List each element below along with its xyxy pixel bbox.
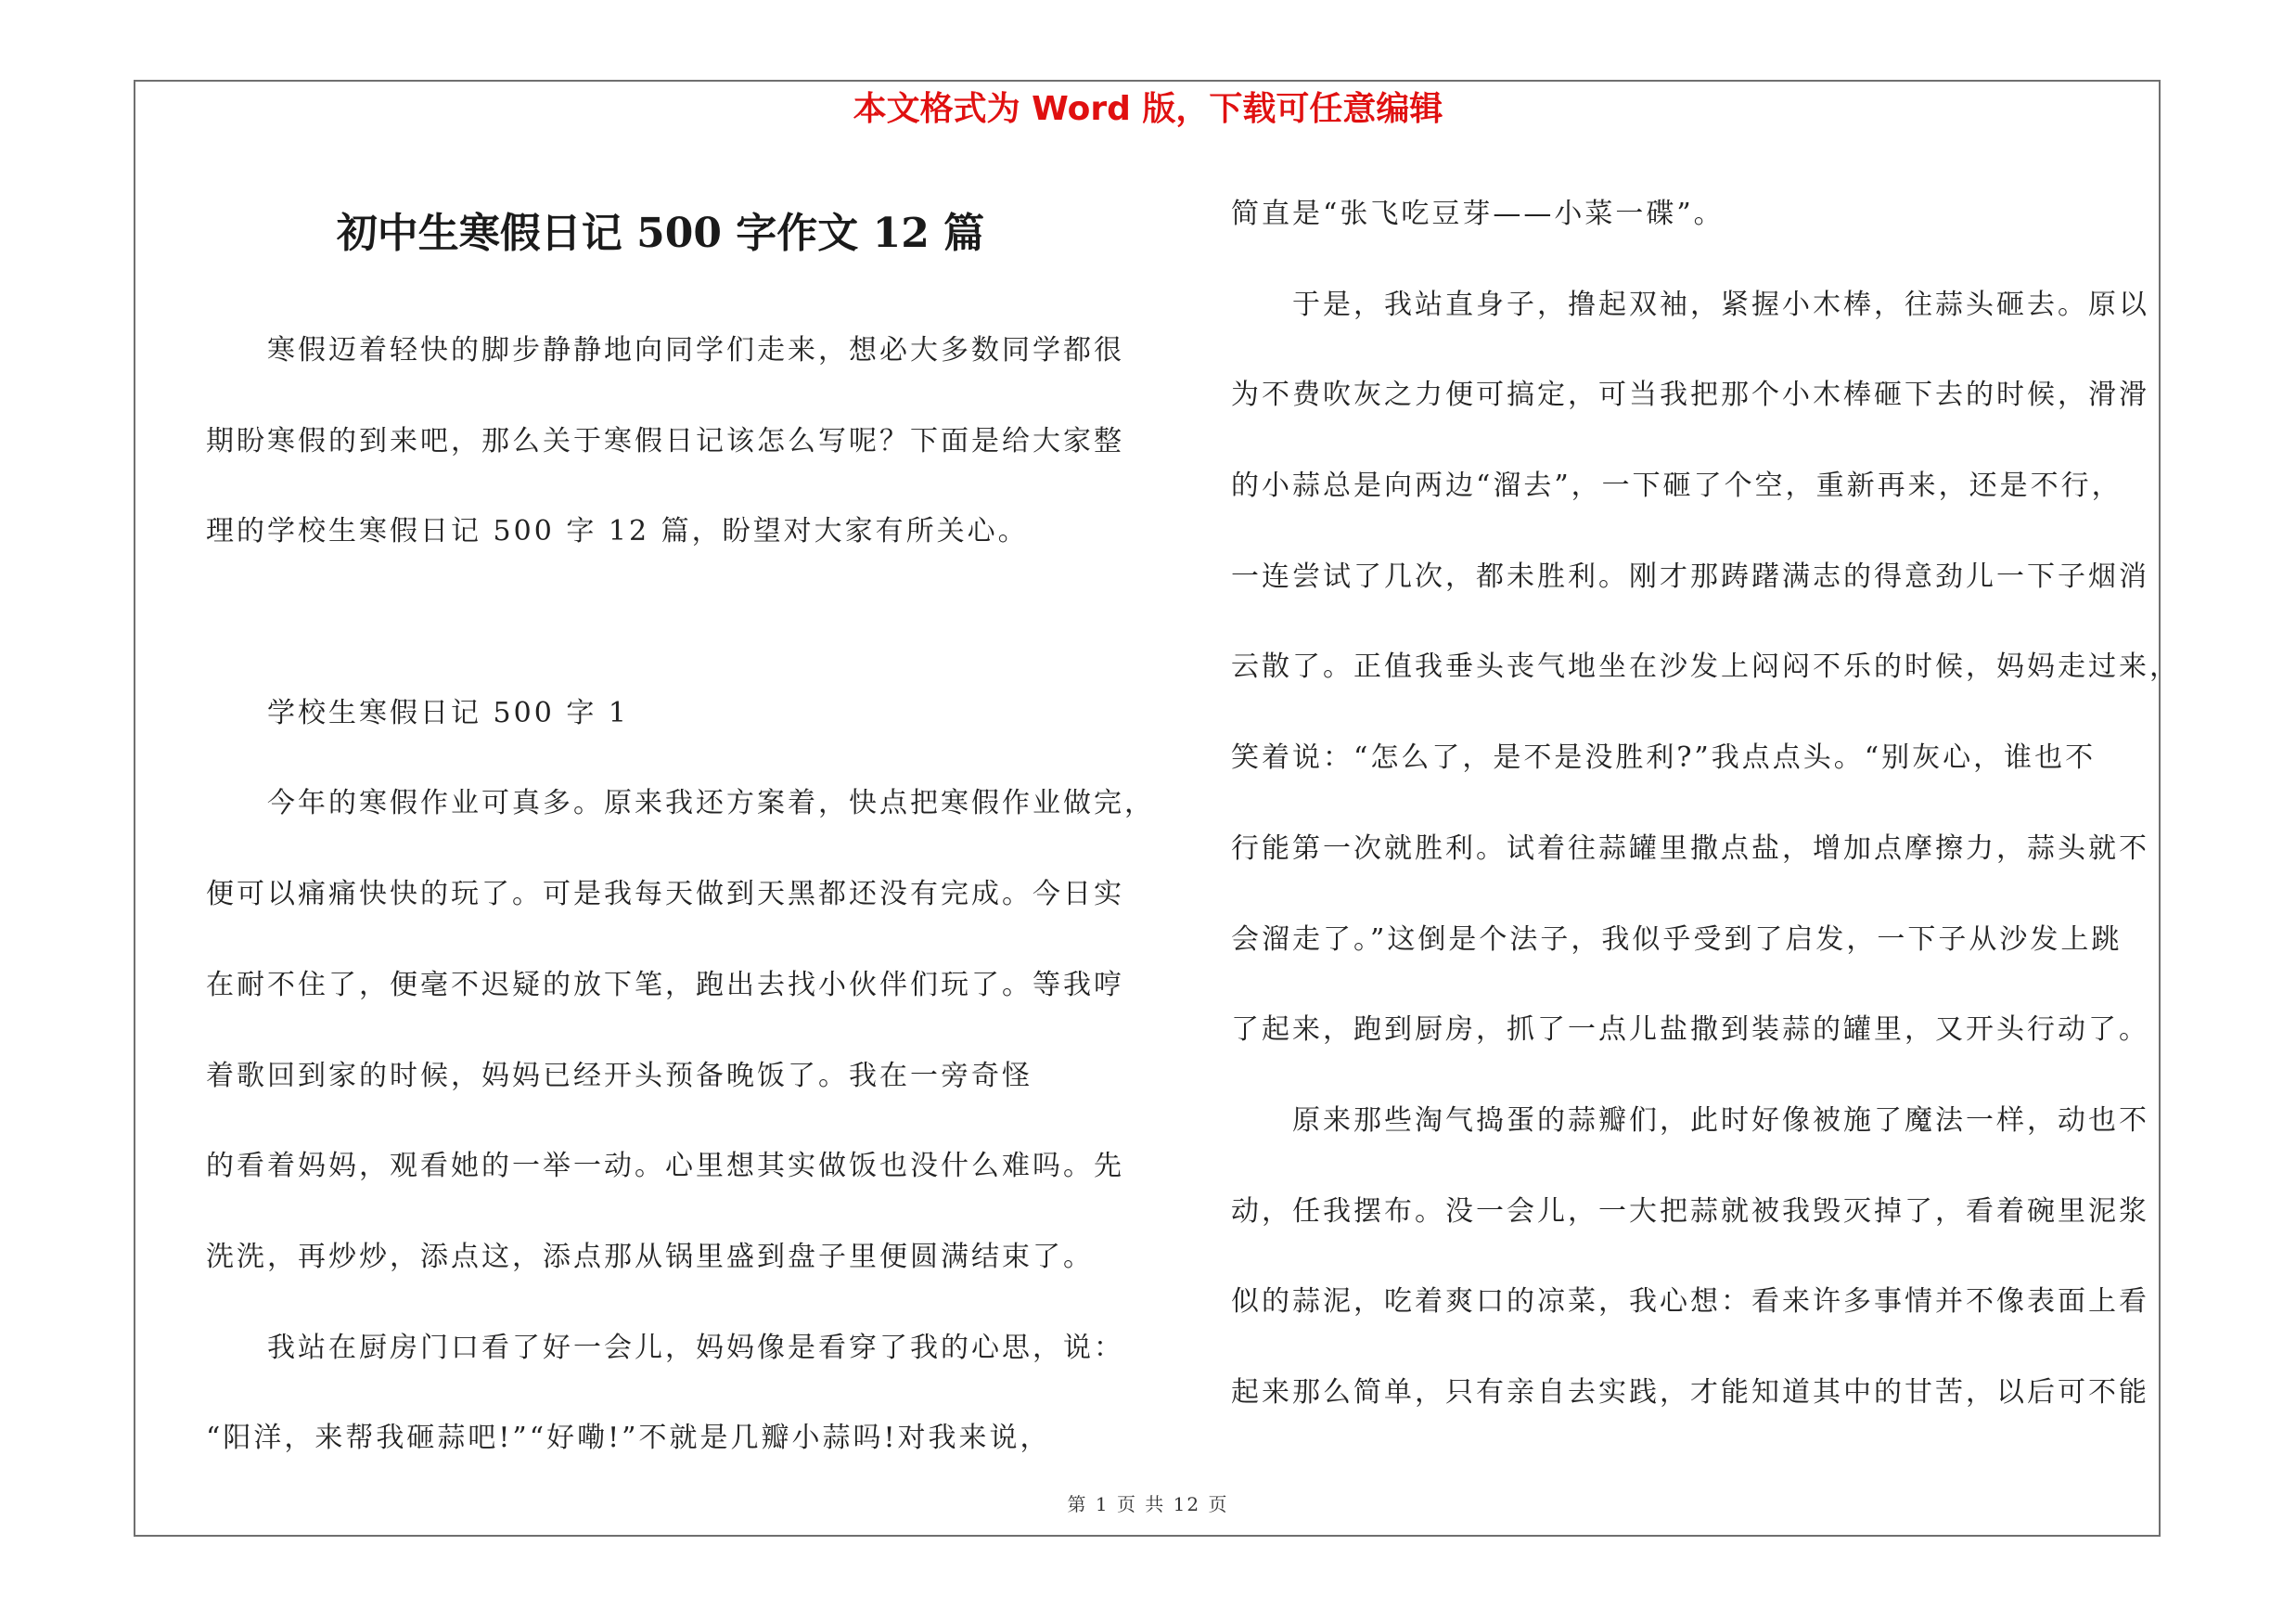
text-line: “阳洋，来帮我砸蒜吧!”“好嘞!”不就是几瓣小蒜吗!对我来说， [206, 1422, 1051, 1455]
text-line: 了起来，跑到厨房，抓了一点儿盐撒到装蒜的罐里，又开头行动了。 [1231, 1013, 2149, 1047]
page-number: 第 1 页 共 12 页 [1067, 1493, 1229, 1515]
text-line: 为不费吹灰之力便可搞定，可当我把那个小木棒砸下去的时候，滑滑 [1231, 379, 2149, 412]
text-line: 洗洗，再炒炒，添点这，添点那从锅里盛到盘子里便圆满结束了。 [206, 1240, 1094, 1273]
text-line: 一连尝试了几次，都未胜利。刚才那踌躇满志的得意劲儿一下子烟消 [1231, 560, 2149, 593]
document-title: 初中生寒假日记 500 字作文 12 篇 [336, 210, 985, 257]
word-format-banner: 本文格式为 Word 版，下载可任意编辑 [853, 90, 1443, 128]
blank-line [206, 577, 1124, 668]
text-line: 行能第一次就胜利。试着往蒜罐里撒点盐，增加点摩擦力，蒜头就不 [1231, 831, 2149, 865]
text-line: 的看着妈妈，观看她的一举一动。心里想其实做饭也没什么难吗。先 [206, 1150, 1124, 1183]
text-line: 起来那么简单，只有亲自去实践，才能知道其中的甘苦，以后可不能 [1231, 1375, 2149, 1409]
text-line: 便可以痛痛快快的玩了。可是我每天做到天黑都还没有完成。今日实 [206, 878, 1124, 911]
text-line: 云散了。正值我垂头丧气地坐在沙发上闷闷不乐的时候，妈妈走过来， [1231, 650, 2180, 684]
section-heading: 学校生寒假日记 500 字 1 [267, 696, 629, 729]
text-line: 我站在厨房门口看了好一会儿，妈妈像是看穿了我的心思，说： [267, 1331, 1124, 1364]
text-line: 会溜走了。”这倒是个法子，我似乎受到了启发，一下子从沙发上跳 [1231, 922, 2123, 956]
text-line: 着歌回到家的时候，妈妈已经开头预备晚饭了。我在一旁奇怪 [206, 1059, 1033, 1092]
text-line: 于是，我站直身子，撸起双袖，紧握小木棒，往蒜头砸去。原以 [1292, 288, 2149, 321]
text-line: 动，任我摆布。没一会儿，一大把蒜就被我毁灭掉了，看着碗里泥浆 [1231, 1194, 2149, 1228]
text-line: 笑着说：“怎么了，是不是没胜利?”我点点头。“别灰心，谁也不 [1231, 741, 2097, 775]
text-line: 原来那些淘气捣蛋的蒜瓣们，此时好像被施了魔法一样，动也不 [1292, 1103, 2149, 1137]
left-text-column [206, 305, 1155, 1484]
right-text-column [1231, 169, 2180, 1438]
text-line: 理的学校生寒假日记 500 字 12 篇，盼望对大家有所关心。 [206, 515, 1029, 548]
text-line: 期盼寒假的到来吧，那么关于寒假日记该怎么写呢？下面是给大家整 [206, 424, 1124, 457]
text-line: 在耐不住了，便毫不迟疑的放下笔，跑出去找小伙伴们玩了。等我哼 [206, 968, 1124, 1001]
text-line: 的小蒜总是向两边“溜去”，一下砸了个空，重新再来，还是不行， [1231, 470, 2123, 503]
text-line: 简直是“张飞吃豆芽——小菜一碟”。 [1231, 198, 1725, 230]
text-line: 寒假迈着轻快的脚步静静地向同学们走来，想必大多数同学都很 [267, 334, 1124, 367]
text-line: 似的蒜泥，吃着爽口的凉菜，我心想：看来许多事情并不像表面上看 [1231, 1285, 2149, 1319]
text-line: 今年的寒假作业可真多。原来我还方案着，快点把寒假作业做完， [267, 787, 1155, 820]
